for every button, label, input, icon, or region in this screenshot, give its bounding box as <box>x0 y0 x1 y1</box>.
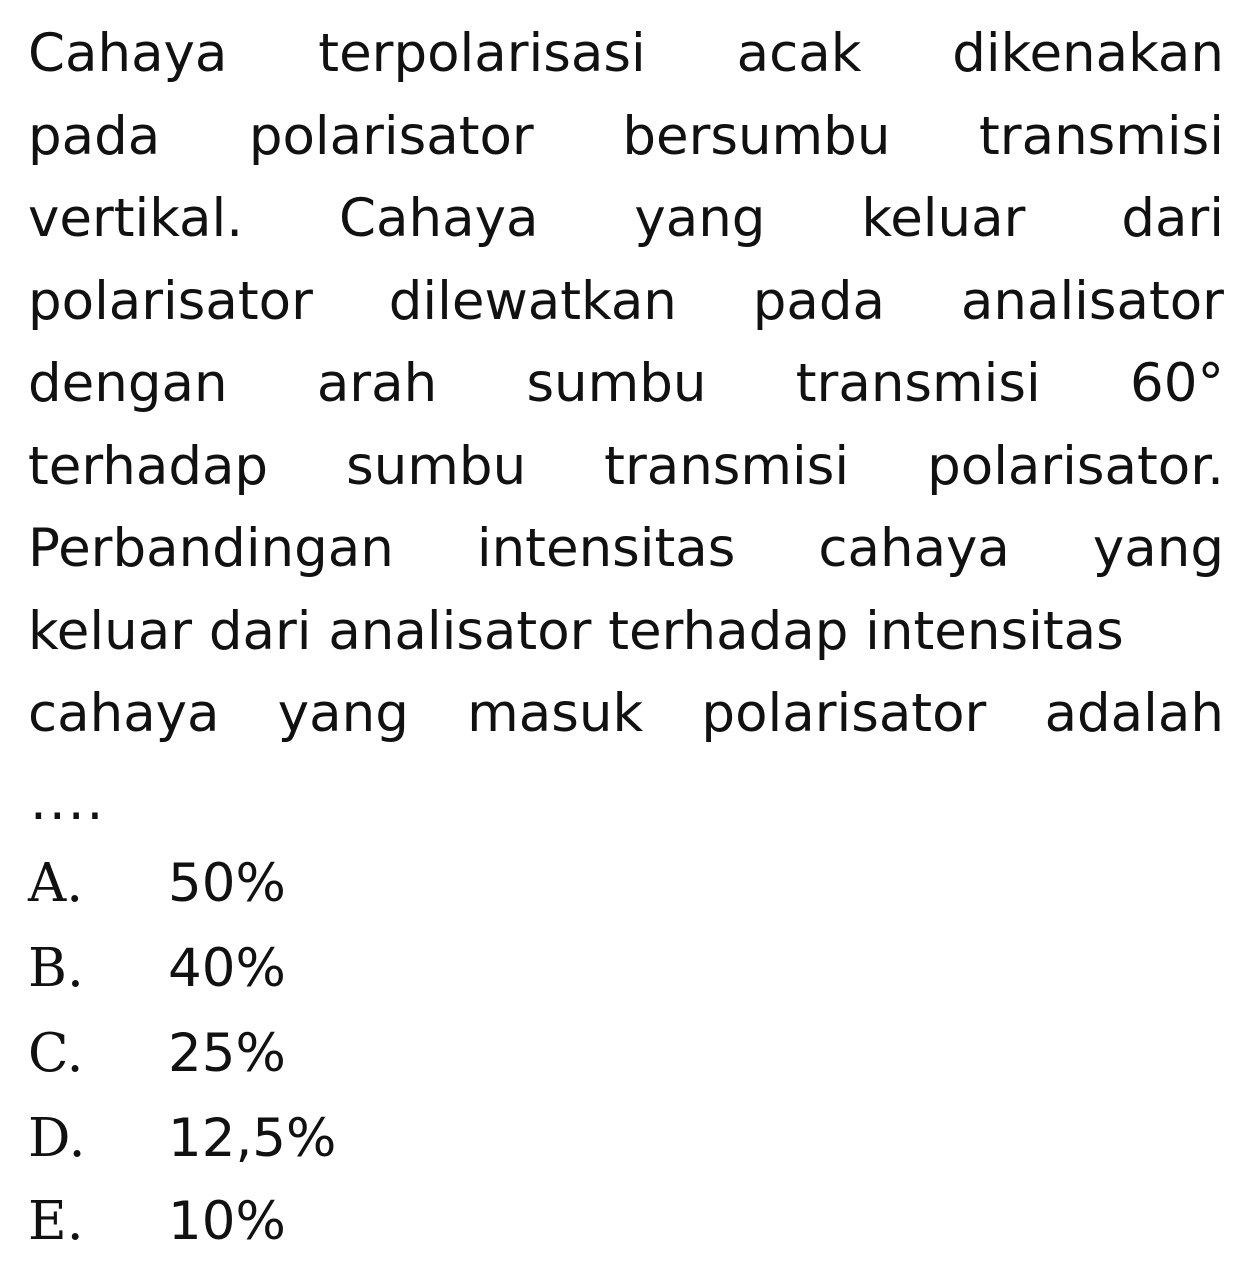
word: transmisi <box>795 353 1041 414</box>
word: dikenakan <box>952 23 1224 84</box>
word: polarisator <box>701 683 987 744</box>
word: sumbu <box>346 436 527 497</box>
word: bersumbu <box>622 106 891 167</box>
question-line-3 <box>28 187 1224 251</box>
question-line-8 <box>28 600 1224 664</box>
word: intensitas <box>476 518 736 579</box>
option-e[interactable] <box>28 1190 286 1254</box>
word: keluar <box>861 188 1026 249</box>
option-letter: C. <box>28 1023 84 1084</box>
option-value: 12,5% <box>168 1108 337 1169</box>
question-line-9 <box>28 682 1224 746</box>
word: acak <box>736 23 862 84</box>
word: polarisator <box>28 271 313 332</box>
option-letter: B. <box>28 938 84 999</box>
word: cahaya <box>818 518 1010 579</box>
word: yang <box>277 683 409 744</box>
word: Cahaya <box>339 188 539 249</box>
word: masuk <box>467 683 644 744</box>
word: polarisator <box>248 106 534 167</box>
line-text: keluar dari analisator terhadap intensitas <box>28 601 1124 662</box>
option-value: 40% <box>168 938 286 999</box>
option-value: 50% <box>168 853 286 914</box>
word: vertikal. <box>28 188 244 249</box>
option-a[interactable] <box>28 852 286 916</box>
word: terhadap <box>28 436 269 497</box>
word: pada <box>752 271 886 332</box>
option-value: 10% <box>168 1191 286 1252</box>
word: adalah <box>1044 683 1224 744</box>
word: yang <box>1092 518 1224 579</box>
word: dengan <box>28 353 228 414</box>
question-line-5 <box>28 352 1224 416</box>
word: terpolarisasi <box>318 23 646 84</box>
option-d[interactable] <box>28 1107 336 1171</box>
word: yang <box>634 188 766 249</box>
word: Perbandingan <box>28 518 394 579</box>
question-line-6 <box>28 435 1224 499</box>
question-line-4 <box>28 270 1224 334</box>
question-line-7 <box>28 517 1224 581</box>
word: 60° <box>1130 353 1224 414</box>
option-letter: A. <box>28 853 84 914</box>
word: arah <box>316 353 438 414</box>
option-letter: E. <box>28 1191 84 1252</box>
word: polarisator. <box>927 436 1224 497</box>
question-line-2 <box>28 105 1224 169</box>
word: cahaya <box>28 683 220 744</box>
option-b[interactable] <box>28 937 286 1001</box>
word: sumbu <box>526 353 707 414</box>
option-letter: D. <box>28 1108 86 1169</box>
word: transmisi <box>604 436 850 497</box>
option-value: 25% <box>168 1023 286 1084</box>
option-c[interactable] <box>28 1022 286 1086</box>
word: dari <box>1121 188 1224 249</box>
word: analisator <box>960 271 1224 332</box>
word: Cahaya <box>28 23 228 84</box>
question-ellipsis: .... <box>30 771 106 832</box>
word: dilewatkan <box>388 271 677 332</box>
word: transmisi <box>979 106 1224 167</box>
word: pada <box>28 106 161 167</box>
question-line-1 <box>28 22 1224 86</box>
